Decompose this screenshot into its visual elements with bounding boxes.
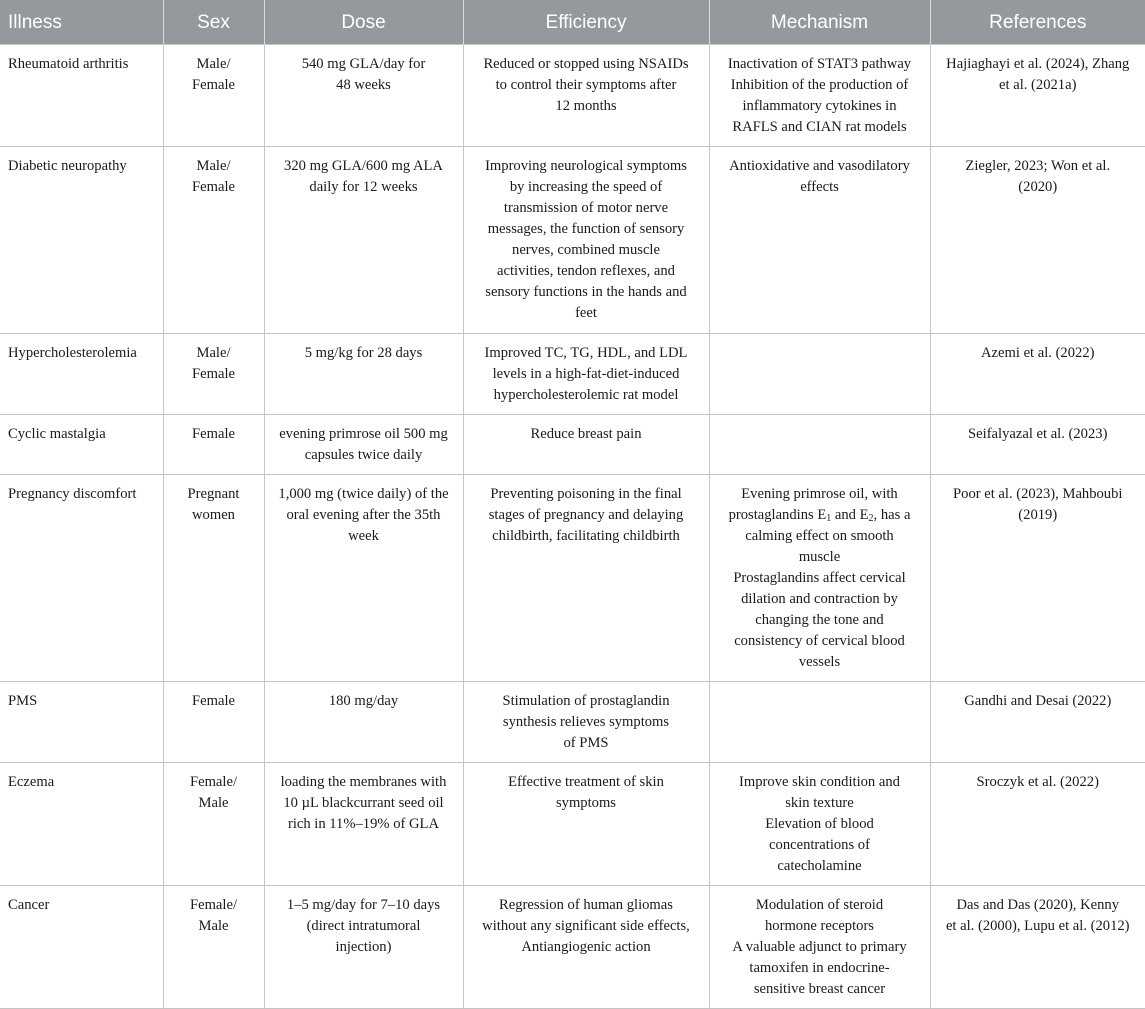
cell-efficiency — [463, 475, 709, 682]
cell-illness: Diabetic neuropathy — [0, 147, 163, 334]
cell-line: Improving neurological symptoms — [485, 158, 687, 174]
cell-line: sensory functions in the hands and — [485, 284, 687, 300]
cell-line: activities, tendon reflexes, and — [497, 263, 675, 279]
cell-line: Female — [192, 426, 235, 442]
cell-line: 5 mg/kg for 28 days — [304, 345, 423, 361]
table-row — [0, 45, 1145, 147]
cell-line: 1–5 mg/day for 7–10 days — [286, 897, 441, 913]
cell-line: prostaglandins $E_1$ and $E_2$, has a — [728, 507, 911, 524]
cell-line: transmission of motor nerve — [503, 200, 669, 216]
cell-line: hormone receptors — [764, 918, 874, 934]
cell-references — [930, 682, 1145, 763]
table-row — [0, 415, 1145, 475]
cell-line: to control their symptoms after — [495, 77, 677, 93]
cell-line: concentrations of — [769, 837, 870, 853]
cell-line: Reduce breast pain — [530, 426, 642, 442]
cell-dose — [264, 415, 463, 475]
cell-line: et al. (2000), Lupu et al. (2012) — [945, 918, 1130, 934]
cell-mechanism — [709, 147, 930, 334]
cell-line: daily for 12 weeks — [309, 179, 418, 195]
table-row — [0, 334, 1145, 415]
cell-sex — [163, 475, 264, 682]
cell-line: Male/ — [196, 158, 231, 174]
cell-dose — [264, 682, 463, 763]
cell-line: Improved TC, TG, HDL, and LDL — [484, 345, 688, 361]
table-row — [0, 763, 1145, 886]
cell-line: symptoms — [555, 795, 616, 811]
cell-line: Female/ — [189, 897, 237, 913]
cell-line: childbirth, facilitating childbirth — [492, 528, 680, 544]
cell-line: Preventing poisoning in the final — [490, 486, 682, 502]
cell-line: (2020) — [1018, 179, 1058, 195]
cell-line: 320 mg GLA/600 mg ALA — [284, 158, 443, 174]
cell-line: 540 mg GLA/day for — [301, 56, 426, 72]
cell-line: 10 µL blackcurrant seed oil — [283, 795, 444, 811]
cell-line: Seifalyazal et al. (2023) — [968, 426, 1108, 442]
cell-line: RAFLS and CIAN rat models — [732, 119, 907, 135]
cell-line: (2019) — [1018, 507, 1058, 523]
cell-line: effects — [800, 179, 839, 195]
cell-references — [930, 147, 1145, 334]
cell-line: calming effect on smooth — [745, 528, 894, 544]
cell-line: Female — [192, 366, 235, 382]
cell-line: Antioxidative and vasodilatory — [729, 158, 910, 174]
cell-mechanism — [709, 45, 930, 147]
cell-line: Male/ — [196, 56, 231, 72]
cell-dose — [264, 334, 463, 415]
cell-mechanism — [709, 682, 930, 763]
cell-mechanism — [709, 334, 930, 415]
header-mechanism: Mechanism — [709, 0, 930, 45]
cell-sex — [163, 682, 264, 763]
cell-sex — [163, 147, 264, 334]
cell-line: Modulation of steroid — [755, 897, 884, 913]
cell-line: Sroczyk et al. (2022) — [976, 774, 1099, 790]
cell-line: week — [348, 528, 379, 544]
table-row — [0, 886, 1145, 1009]
table-row — [0, 147, 1145, 334]
cell-line: catecholamine — [777, 858, 862, 874]
cell-illness: Eczema — [0, 763, 163, 886]
cell-line: muscle — [798, 549, 841, 565]
cell-line: Elevation of blood — [765, 816, 874, 832]
cell-mechanism — [709, 475, 930, 682]
cell-efficiency — [463, 45, 709, 147]
cell-line: 180 mg/day — [328, 693, 399, 709]
cell-references — [930, 415, 1145, 475]
cell-sex — [163, 334, 264, 415]
cell-line: Azemi et al. (2022) — [981, 345, 1095, 361]
cell-sex — [163, 763, 264, 886]
cell-sex — [163, 886, 264, 1009]
table-body — [0, 45, 1145, 1009]
cell-dose — [264, 763, 463, 886]
cell-line: levels in a high-fat-diet-induced — [492, 366, 680, 382]
cell-sex — [163, 45, 264, 147]
cell-line: Ziegler, 2023; Won et al. — [965, 158, 1111, 174]
cell-efficiency — [463, 147, 709, 334]
cell-line: capsules twice daily — [304, 447, 423, 463]
cell-references — [930, 886, 1145, 1009]
cell-line: (direct intratumoral — [306, 918, 421, 934]
cell-line: feet — [575, 305, 597, 321]
cell-illness: Cancer — [0, 886, 163, 1009]
cell-dose — [264, 147, 463, 334]
cell-line: A valuable adjunct to primary — [732, 939, 907, 955]
cell-line: women — [192, 507, 235, 523]
cell-line: Poor et al. (2023), Mahboubi — [953, 486, 1123, 502]
cell-references — [930, 763, 1145, 886]
cell-line: Inhibition of the production of — [730, 77, 909, 93]
cell-line: inflammatory cytokines in — [742, 98, 897, 114]
cell-references — [930, 334, 1145, 415]
cell-line: Male — [198, 795, 229, 811]
cell-line: hypercholesterolemic rat model — [493, 387, 679, 403]
cell-line: Male/ — [196, 345, 231, 361]
cell-line: evening primrose oil 500 mg — [279, 426, 448, 442]
cell-line: by increasing the speed of — [509, 179, 663, 195]
cell-line: injection) — [335, 939, 392, 955]
cell-line: Prostaglandins affect cervical — [733, 570, 906, 586]
cell-efficiency — [463, 415, 709, 475]
header-illness: Illness — [0, 0, 163, 45]
cell-dose — [264, 45, 463, 147]
cell-line: consistency of cervical blood — [734, 633, 905, 649]
cell-line: Female — [192, 77, 235, 93]
cell-line: of PMS — [563, 735, 609, 751]
cell-line: dilation and contraction by — [741, 591, 898, 607]
cell-line: stages of pregnancy and delaying — [488, 507, 684, 523]
cell-line: Effective treatment of skin — [508, 774, 664, 790]
cell-line: 1,000 mg (twice daily) of the — [278, 486, 449, 502]
table-header — [0, 0, 1145, 45]
cell-line: Gandhi and Desai (2022) — [964, 693, 1112, 709]
cell-line: changing the tone and — [755, 612, 884, 628]
cell-sex — [163, 415, 264, 475]
cell-line: without any significant side effects, — [482, 918, 690, 934]
cell-illness: Pregnancy discomfort — [0, 475, 163, 682]
cell-line: synthesis relieves symptoms — [502, 714, 670, 730]
cell-line: Female — [192, 179, 235, 195]
cell-line: 48 weeks — [336, 77, 391, 93]
table-row — [0, 682, 1145, 763]
cell-line: Inactivation of STAT3 pathway — [727, 56, 912, 72]
cell-line: oral evening after the 35th — [286, 507, 441, 523]
cell-mechanism — [709, 886, 930, 1009]
cell-references — [930, 45, 1145, 147]
header-efficiency: Efficiency — [463, 0, 709, 45]
cell-line: loading the membranes with — [280, 774, 447, 790]
cell-references — [930, 475, 1145, 682]
cell-mechanism — [709, 763, 930, 886]
header-references: References — [930, 0, 1145, 45]
cell-line: Female — [192, 693, 235, 709]
header-dose: Dose — [264, 0, 463, 45]
cell-line: 12 months — [555, 98, 617, 114]
table-row — [0, 475, 1145, 682]
cell-line: Improve skin condition and — [739, 774, 900, 790]
cell-efficiency — [463, 886, 709, 1009]
cell-dose — [264, 886, 463, 1009]
cell-line: Male — [198, 918, 229, 934]
cell-illness: PMS — [0, 682, 163, 763]
cell-line: nerves, combined muscle — [512, 242, 660, 258]
cell-line: Regression of human gliomas — [499, 897, 673, 913]
cell-line: Female/ — [189, 774, 237, 790]
cell-mechanism — [709, 415, 930, 475]
header-sex: Sex — [163, 0, 264, 45]
cell-line: Evening primrose oil, with — [741, 486, 898, 502]
cell-line: Das and Das (2020), Kenny — [956, 897, 1120, 913]
cell-illness: Cyclic mastalgia — [0, 415, 163, 475]
cell-line: Reduced or stopped using NSAIDs — [483, 56, 689, 72]
header-row — [0, 0, 1145, 45]
cell-line: messages, the function of sensory — [487, 221, 685, 237]
cell-dose — [264, 475, 463, 682]
cell-line: vessels — [798, 654, 841, 670]
cell-line: Pregnant — [187, 486, 240, 502]
cell-illness: Rheumatoid arthritis — [0, 45, 163, 147]
cell-illness: Hypercholesterolemia — [0, 334, 163, 415]
cell-line: skin texture — [785, 795, 854, 811]
cell-efficiency — [463, 334, 709, 415]
cell-line: Stimulation of prostaglandin — [502, 693, 670, 709]
cell-efficiency — [463, 763, 709, 886]
cell-efficiency — [463, 682, 709, 763]
cell-line: et al. (2021a) — [999, 77, 1077, 93]
cell-line: sensitive breast cancer — [753, 981, 886, 997]
cell-line: rich in 11%–19% of GLA — [287, 816, 440, 832]
cell-line: tamoxifen in endocrine- — [749, 960, 890, 976]
cell-line: Antiangiogenic action — [521, 939, 651, 955]
cell-line: Hajiaghayi et al. (2024), Zhang — [946, 56, 1130, 72]
